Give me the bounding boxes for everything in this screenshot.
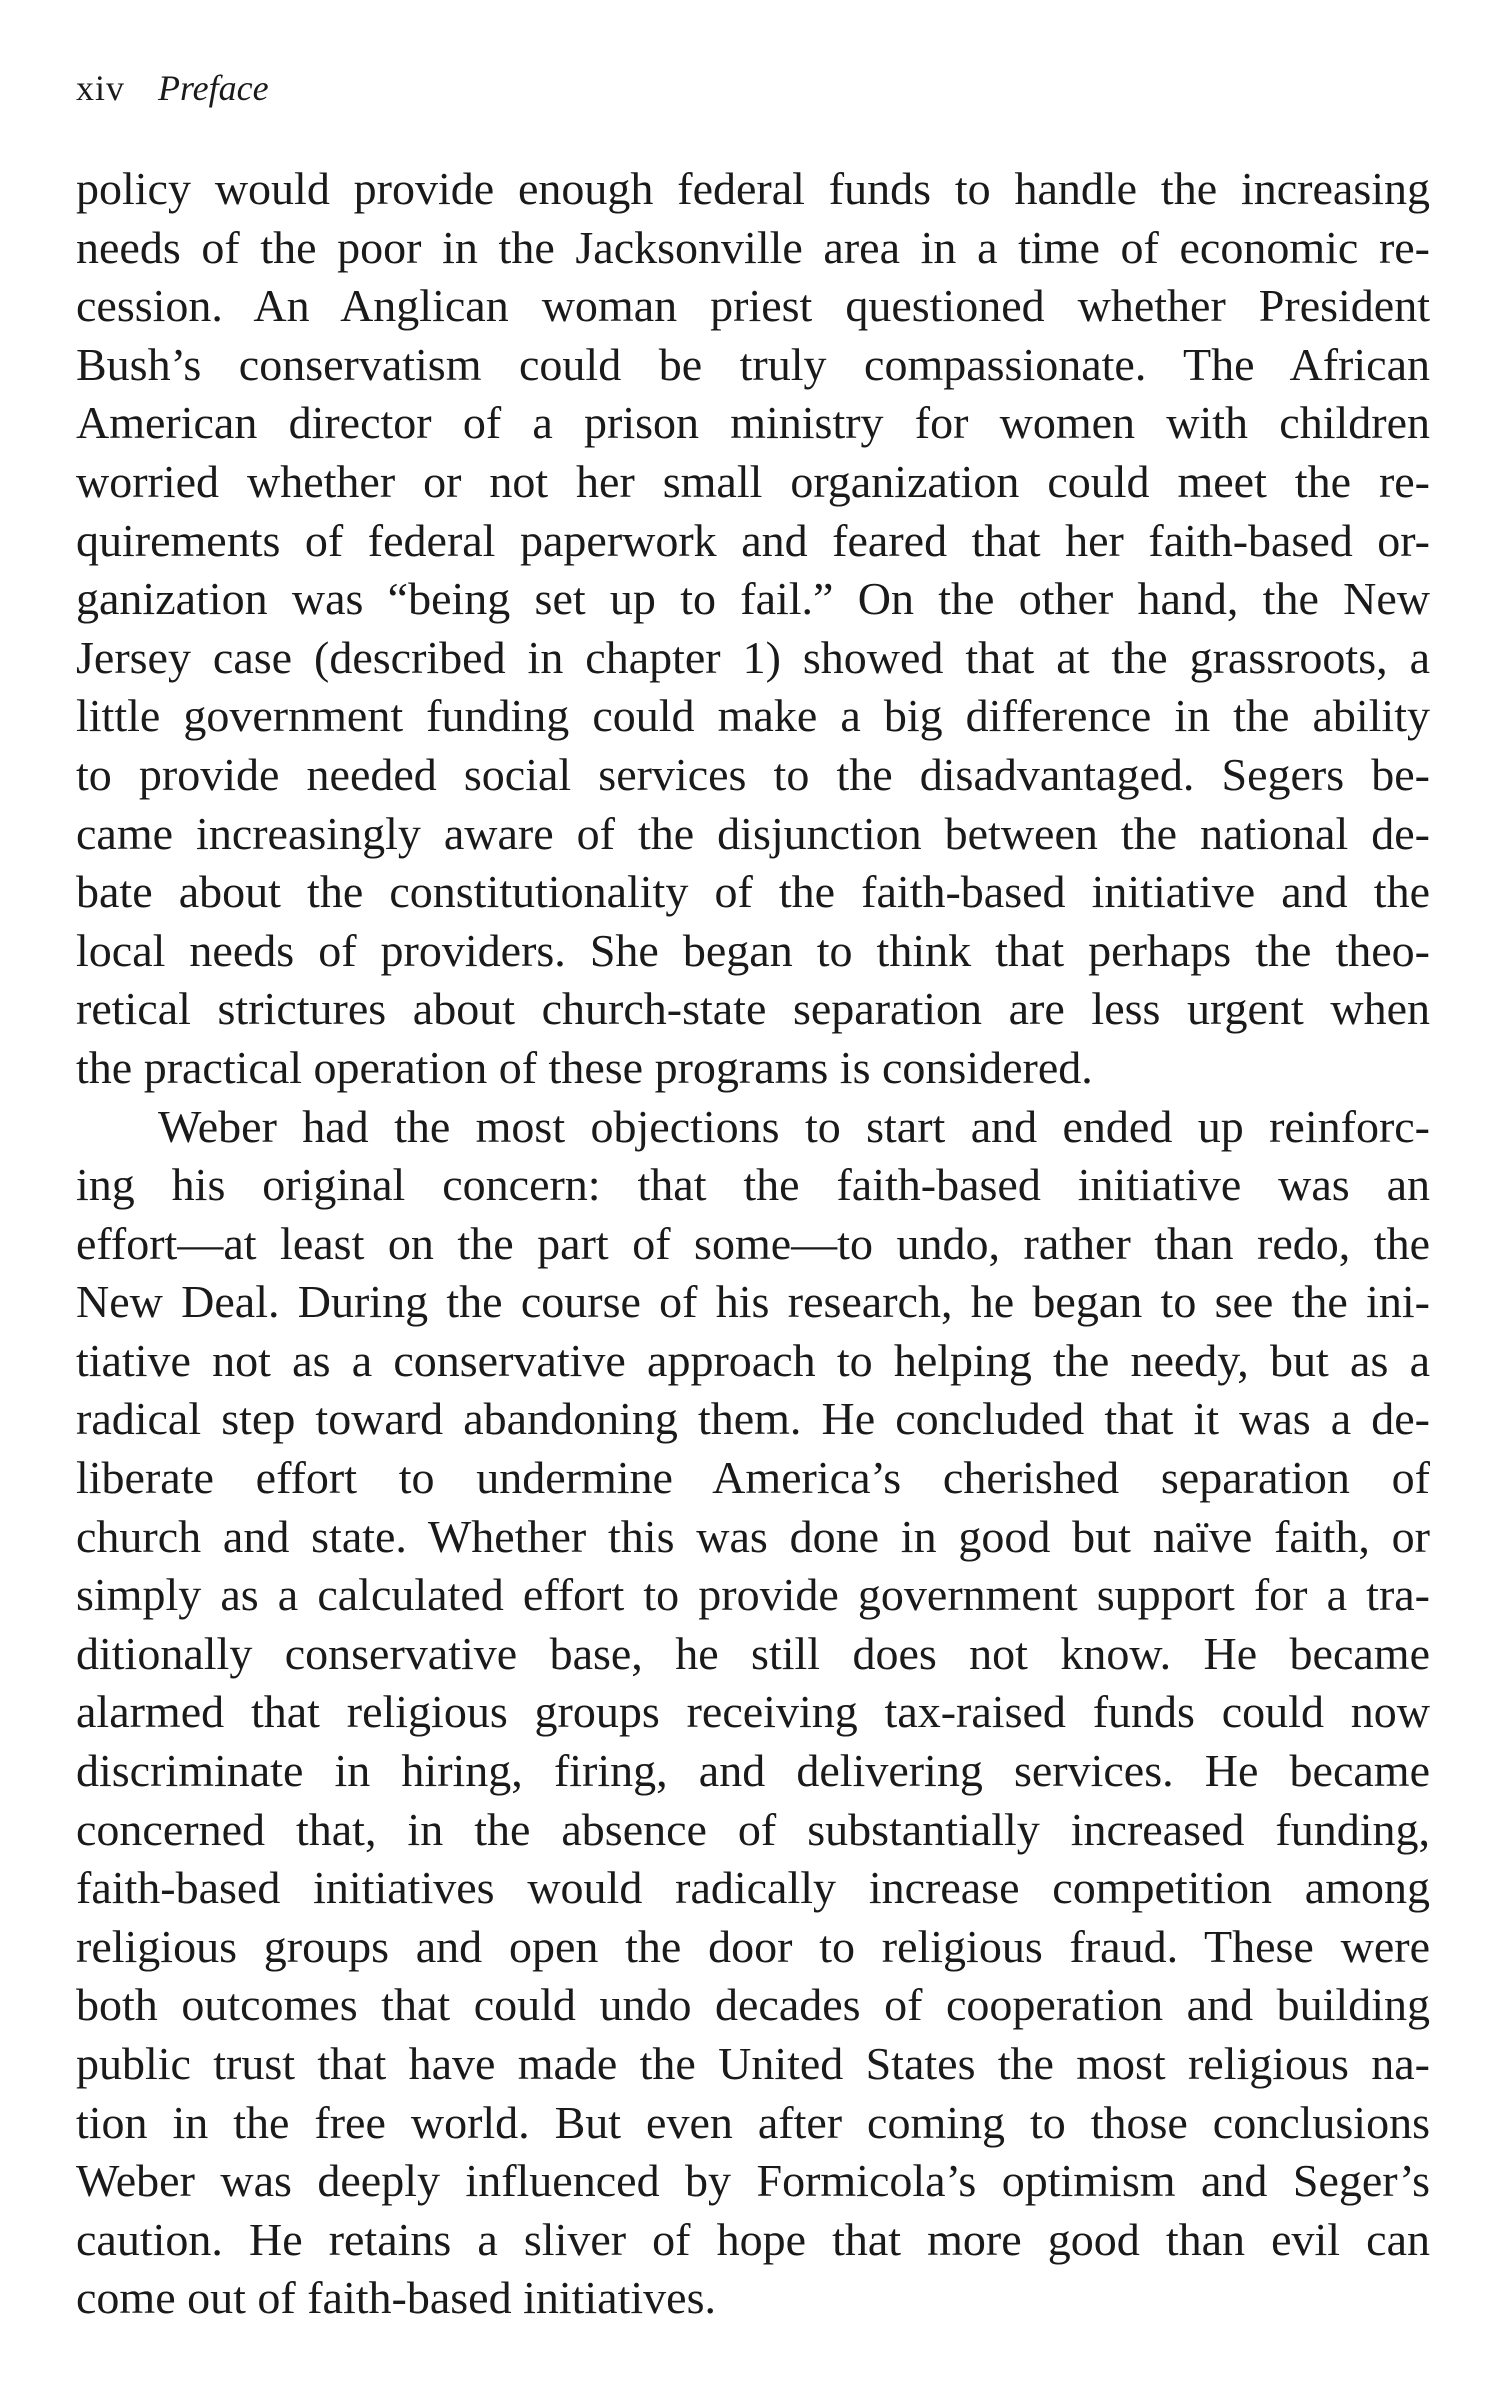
text-line: to provide needed social services to the disadvantaged. Segers be-: [76, 748, 1430, 800]
text-line: ing his original concern: that the faith-based initiative was an: [76, 1159, 1430, 1211]
text-line: Bush’s conservatism could be truly compassionate. The African: [76, 338, 1430, 390]
text-line: ganization was “being set up to fail.” On the other hand, the New: [76, 573, 1430, 625]
text-line: church and state. Whether this was done in good but naïve faith, or: [76, 1510, 1430, 1562]
text-line: retical strictures about church-state separation are less urgent when: [76, 983, 1430, 1035]
text-line: cession. An Anglican woman priest questioned whether President: [76, 280, 1430, 332]
page-number: xiv: [76, 68, 126, 108]
paragraph-end-line: the practical operation of these programs is considered.: [76, 1041, 1093, 1093]
text-line: policy would provide enough federal funds to handle the increasing: [76, 163, 1430, 214]
text-line: public trust that have made the United States the most religious na-: [76, 2038, 1430, 2089]
paragraph-first-line: Weber had the most objections to start and ended up reinforc-: [158, 1100, 1430, 1152]
text-line: quirements of federal paperwork and feared that her faith-based or-: [76, 514, 1430, 566]
text-line: American director of a prison ministry for women with children: [76, 397, 1430, 449]
text-line: worried whether or not her small organization could meet the re-: [76, 455, 1430, 507]
text-line: religious groups and open the door to religious fraud. These were: [76, 1920, 1430, 1972]
text-line: simply as a calculated effort to provide government support for a tra-: [76, 1569, 1430, 1621]
text-line: came increasingly aware of the disjunction between the national de-: [76, 807, 1430, 859]
text-line: tiative not as a conservative approach to helping the needy, but as a: [76, 1334, 1430, 1386]
running-head: [76, 64, 269, 112]
text-line: discriminate in hiring, firing, and delivering services. He became: [76, 1745, 1430, 1797]
text-line: ditionally conservative base, he still does not know. He became: [76, 1627, 1430, 1679]
text-line: caution. He retains a sliver of hope that more good than evil can: [76, 2213, 1430, 2265]
text-line: faith-based initiatives would radically increase competition among: [76, 1862, 1430, 1914]
text-line: little government funding could make a big difference in the ability: [76, 690, 1430, 742]
text-line: New Deal. During the course of his research, he began to see the ini-: [76, 1276, 1430, 1328]
paragraph-end-line: come out of faith-based initiatives.: [76, 2272, 716, 2324]
text-line: effort—at least on the part of some—to undo, rather than redo, the: [76, 1217, 1430, 1269]
text-line: radical step toward abandoning them. He concluded that it was a de-: [76, 1393, 1430, 1445]
text-line: Jersey case (described in chapter 1) showed that at the grassroots, a: [76, 631, 1430, 683]
text-line: bate about the constitutionality of the faith-based initiative and the: [76, 866, 1430, 918]
text-line: Weber was deeply influenced by Formicola’s optimism and Seger’s: [76, 2155, 1430, 2207]
text-line: alarmed that religious groups receiving tax-raised funds could now: [76, 1686, 1430, 1738]
text-line: concerned that, in the absence of substantially increased funding,: [76, 1803, 1430, 1855]
text-line: liberate effort to undermine America’s cherished separation of: [76, 1452, 1430, 1504]
text-line: local needs of providers. She began to think that perhaps the theo-: [76, 924, 1430, 976]
text-line: needs of the poor in the Jacksonville area in a time of economic re-: [76, 221, 1430, 273]
text-line: both outcomes that could undo decades of cooperation and building: [76, 1979, 1430, 2031]
text-line: tion in the free world. But even after coming to those conclusions: [76, 2096, 1430, 2148]
body-text: [76, 160, 1430, 2328]
section-title: Preface: [158, 68, 269, 108]
